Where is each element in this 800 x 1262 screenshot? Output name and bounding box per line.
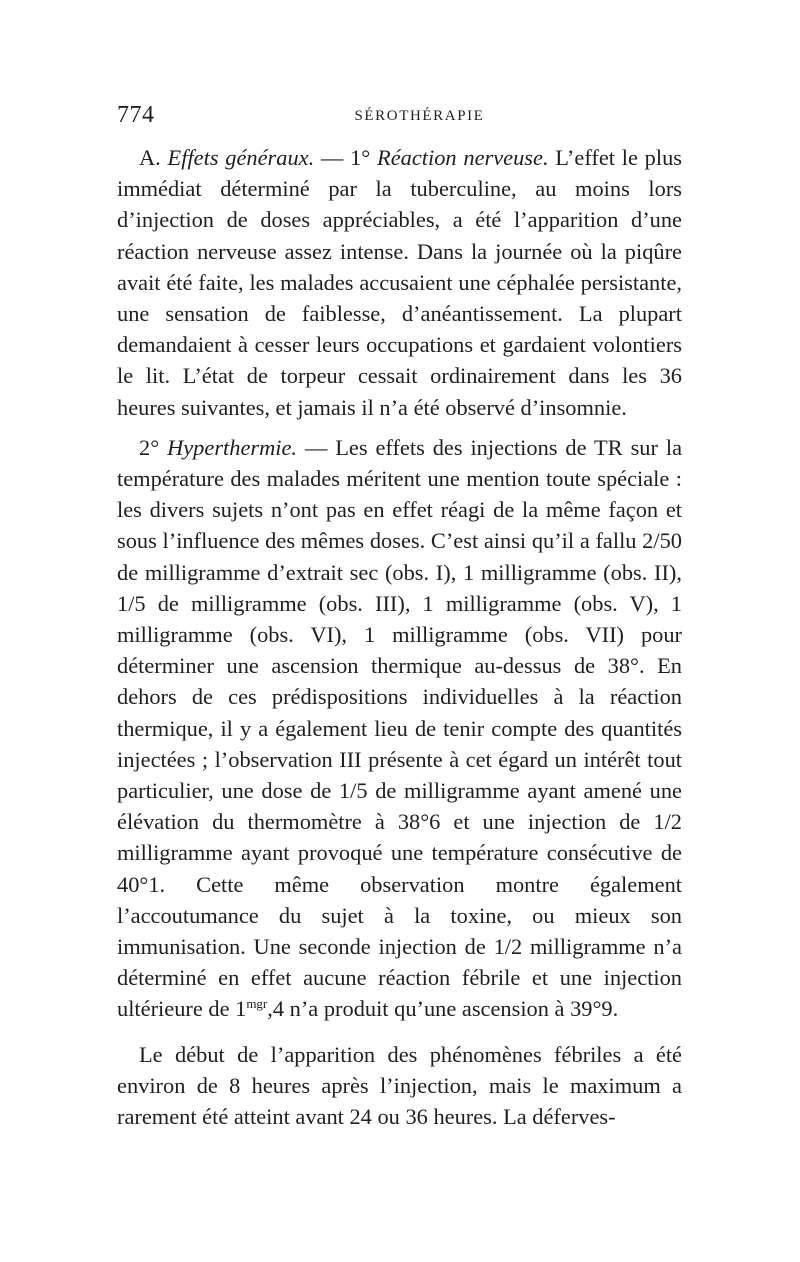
paragraph-text-continued: ,4 n’a produit qu’une ascension à 39°9. [267,996,619,1022]
paragraph-text: L’effet le plus immédiat déterminé par la tuberculine, au moins lors d’injection de doses appréciables, a été l’apparition d’une réaction nerveuse assez intense. Dans la journée où la piqûre avait été faite, les malades accusaient une céphalée persistante, une sensation de faiblesse, d’anéantissement. La plupart demandaient à cesser leurs occupations et gardaient volontiers le lit. L’état de torpeur cessait ordinairement dans les 36 heures suivantes, et jamais il n’a été observé d’insomnie. [117,145,682,420]
subsection-title: Hyperthermie. [167,434,298,460]
section-title: Effets généraux. [167,145,315,170]
paragraph-text: Le début de l’apparition des phénomènes fébriles a été environ de 8 heures après l’injection, mais le maximum a rarement été atteint avant 24 ou 36 heures. La déferves- [117,1041,682,1130]
unit-superscript: mgr [246,996,268,1012]
page-body [117,142,682,1132]
running-title: SÉROTHÉRAPIE [354,108,485,124]
title-dash: — [314,145,351,170]
subsection-number: 2° [139,434,160,460]
subsection-title: Réaction nerveuse. [377,145,549,170]
paragraph-text: — Les effets des injections de TR sur la température des malades méritent une mention toute spéciale : les divers sujets n’ont pas en effet réagi de la même façon et sous l’influence des mêmes doses. C’est ainsi qu’il a fallu 2/50 de milligramme d’extrait sec (obs. I), 1 milligramme (obs. II), 1/5 de milligramme (obs. III), 1 milligramme (obs. V), 1 milligramme (obs. VI), 1 milligramme (obs. VII) pour déterminer une ascension thermique au-dessus de 38°. En dehors de ces prédispositions individuelles à la réaction thermique, il y a également lieu de tenir compte des quantités injectées ; l’observation III présente à cet égard un intérêt tout particulier, une dose de 1/5 de milligramme ayant amené une élévation du thermomètre à 38°6 et une injection de 1/2 milligramme ayant provoqué une température consécutive de 40°1. Cette même observation montre également l’accoutumance du sujet à la toxine, ou mieux son immunisation. Une seconde injection de 1/2 milligramme n’a déterminé en effet aucune réaction fébrile et une injection ultérieure de 1 [117,434,683,1022]
paragraph-effets-generaux [117,142,682,423]
page-header [117,98,682,132]
page-number: 774 [117,102,155,128]
paragraph-debut-phenomenes [117,1039,682,1133]
subsection-number: 1° [350,145,371,170]
paragraph-hyperthermie [117,432,682,1025]
section-label: A. [139,145,161,170]
